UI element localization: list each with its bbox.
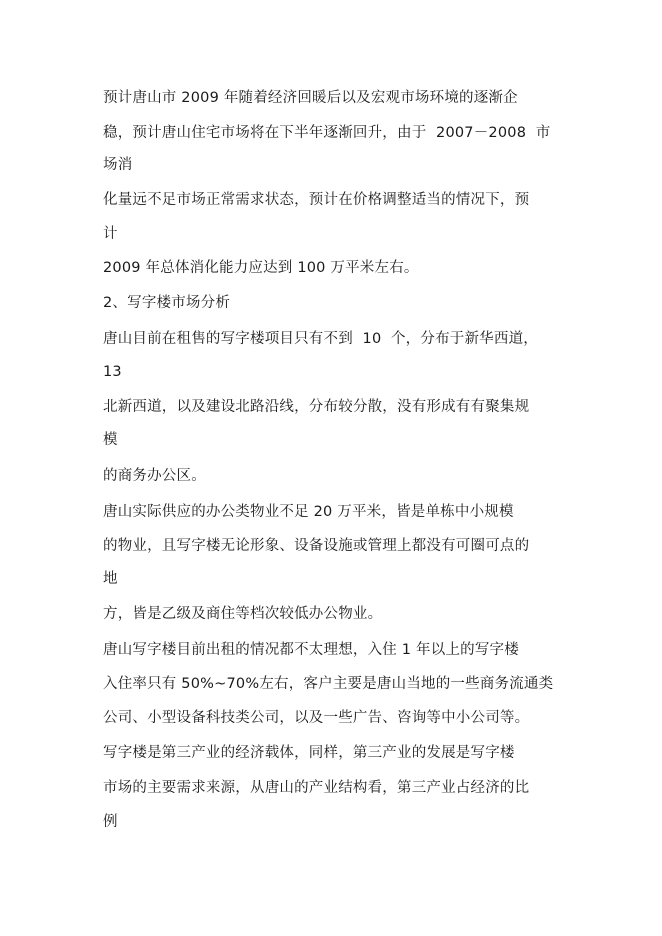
text-line-12: 的商务办公区。 bbox=[103, 468, 206, 484]
text-line-3: 场消 bbox=[103, 157, 133, 173]
text-line-6: 2009 年总体消化能力应达到 100 万平米左右。 bbox=[103, 260, 419, 276]
text-line-10: 北新西道，以及建设北路沿线，分布较分散，没有形成有有聚集规 bbox=[103, 399, 530, 415]
text-line-17: 唐山写字楼目前出租的情况都不太理想，入住 1 年以上的写字楼 bbox=[103, 642, 519, 658]
text-line-20: 写字楼是第三产业的经济载体，同样，第三产业的发展是写字楼 bbox=[103, 745, 515, 761]
text-line-1: 预计唐山市 2009 年随着经济回暖后以及宏观市场环境的逐渐企 bbox=[103, 90, 518, 106]
text-line-5: 计 bbox=[103, 226, 118, 242]
text-line-2: 稳，预计唐山住宅市场将在下半年逐渐回升，由于 2007－2008 市 bbox=[103, 125, 551, 141]
text-line-14: 的物业，且写字楼无论形象、设备设施或管理上都没有可圈可点的 bbox=[103, 538, 530, 554]
text-line-15: 地 bbox=[103, 571, 118, 587]
text-line-11: 模 bbox=[103, 432, 118, 448]
text-line-16: 方，皆是乙级及商住等档次较低办公物业。 bbox=[103, 606, 383, 622]
text-line-13: 唐山实际供应的办公类物业不足 20 万平米，皆是单栋中小规模 bbox=[103, 504, 514, 520]
section-heading: 2、写字楼市场分析 bbox=[103, 295, 231, 311]
text-line-4: 化量远不足市场正常需求状态，预计在价格调整适当的情况下，预 bbox=[103, 192, 530, 208]
text-line-22: 例 bbox=[103, 814, 118, 830]
text-line-8: 唐山目前在租售的写字楼项目只有不到 10 个，分布于新华西道， bbox=[103, 331, 538, 347]
text-line-9: 13 bbox=[103, 364, 122, 380]
text-line-21: 市场的主要需求来源，从唐山的产业结构看，第三产业占经济的比 bbox=[103, 780, 530, 796]
text-line-18: 入住率只有 50%~70%左右，客户主要是唐山当地的一些商务流通类 bbox=[103, 676, 554, 692]
text-line-19: 公司、小型设备科技类公司，以及一些广告、咨询等中小公司等。 bbox=[103, 710, 530, 726]
